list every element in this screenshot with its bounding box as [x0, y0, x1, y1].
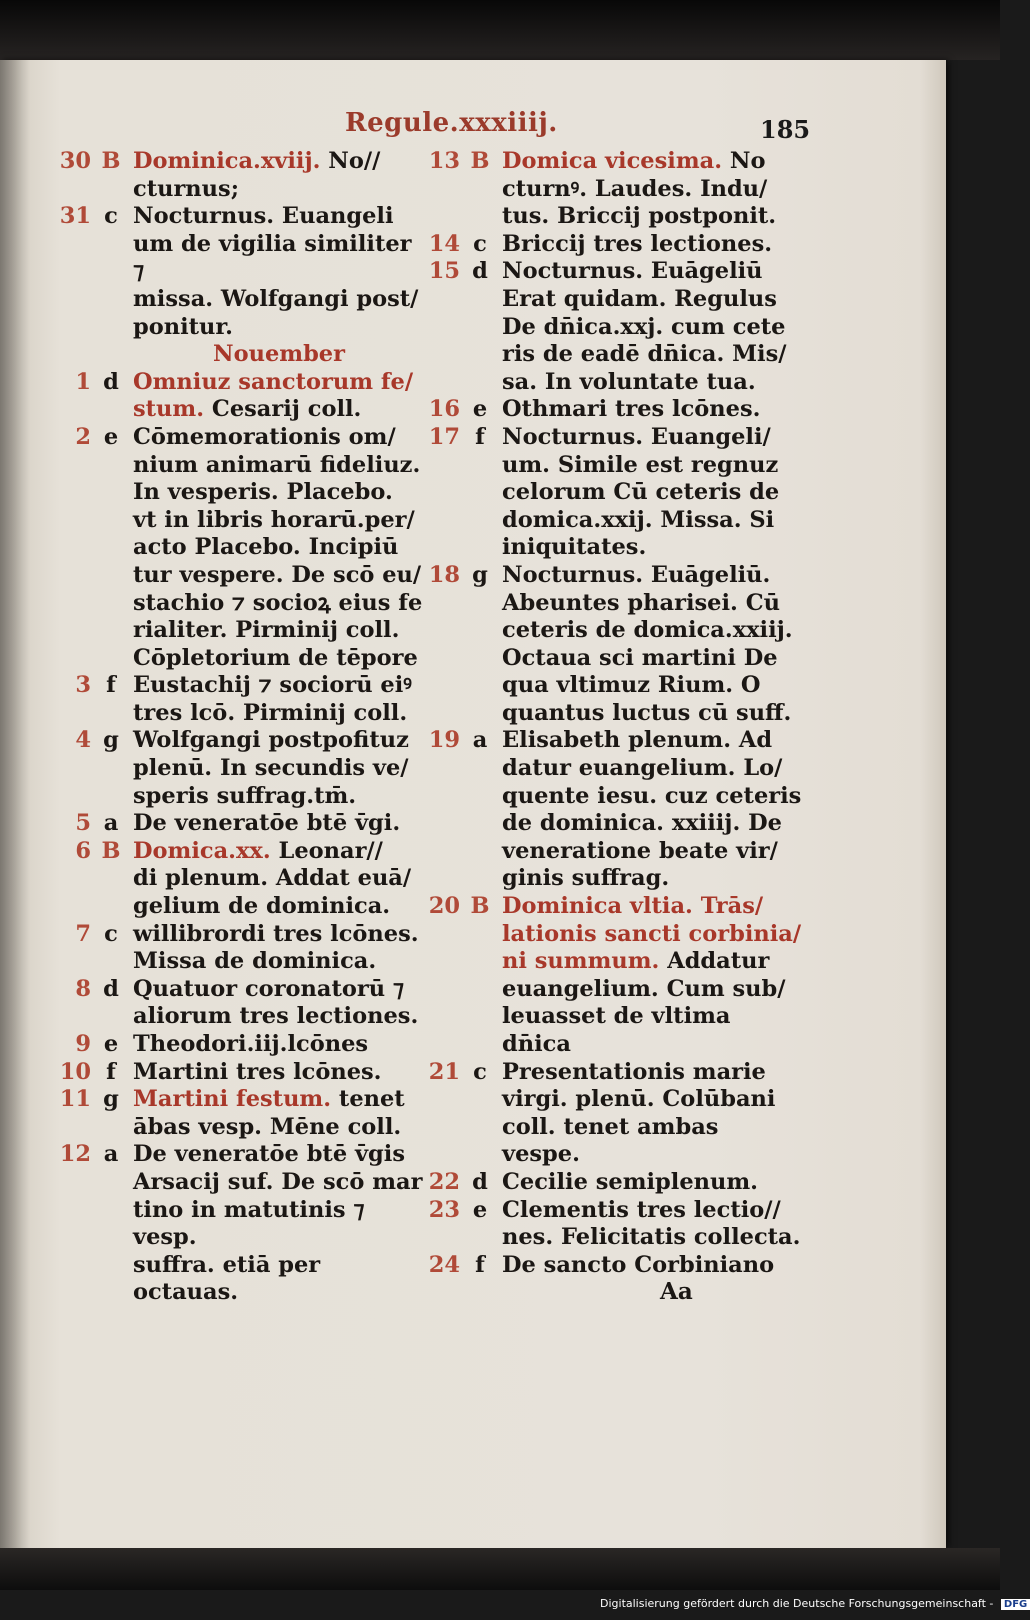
dominical-letter: a: [103, 810, 119, 837]
entry-line: [502, 231, 804, 259]
body-text: coll. tenet ambas vespe.: [502, 1113, 719, 1168]
entry-line: [133, 1059, 425, 1087]
day-number: 5: [75, 810, 91, 837]
entry-line: [502, 893, 804, 921]
day-number: 8: [75, 975, 91, 1002]
entry-line: [133, 1169, 425, 1197]
dfg-logo: DFG: [1001, 1599, 1030, 1610]
body-text: Cōpletorium de tēpore: [133, 644, 418, 671]
body-text: ginis suffrag.: [502, 865, 670, 892]
entry-line: [502, 948, 804, 976]
entry-line: [502, 1059, 804, 1087]
entry-line: [133, 1141, 425, 1169]
body-text: speris suffrag.tm̄.: [133, 782, 357, 809]
folio-number: 185: [760, 115, 811, 144]
dominical-letter: B: [101, 148, 121, 174]
calendar-entry: [424, 1059, 804, 1169]
entry-line: [133, 672, 425, 700]
day-number: 21: [428, 1058, 460, 1085]
entry-line: [133, 783, 425, 811]
body-text: datur euangelium. Lo/: [502, 755, 783, 782]
dominical-letter: f: [475, 1251, 485, 1278]
entry-line: [502, 1197, 804, 1225]
entry-line: [133, 424, 425, 452]
month-heading: Nouember: [213, 341, 345, 368]
body-text: Martini tres lcōnes.: [133, 1058, 382, 1085]
day-number: 1: [75, 368, 91, 395]
body-text: Abeuntes pharisei. Cū: [502, 589, 780, 616]
entry-line: [502, 148, 804, 176]
body-text: quantus luctus cū suff.: [502, 699, 792, 726]
dominical-letter: B: [470, 893, 490, 920]
calendar-entry: [55, 203, 425, 341]
body-text: Nocturnus. Euāgeliū.: [502, 561, 771, 588]
scan-top-border: [0, 0, 1000, 60]
day-number: 23: [428, 1196, 460, 1223]
entry-line: [502, 176, 804, 204]
rubric-text: Domica vicesima.: [502, 148, 723, 174]
entry-line: [133, 231, 425, 286]
dominical-letter: f: [106, 1058, 116, 1085]
body-text: ponitur.: [133, 313, 234, 340]
body-text: rialiter. Pirminij coll.: [133, 617, 400, 644]
body-text: tus. Briccij postponit.: [502, 203, 777, 230]
calendar-entry: [424, 562, 804, 728]
entry-line: [502, 865, 804, 893]
book-page: [0, 60, 946, 1548]
credit-text: Digitalisierung gefördert durch die Deutsche Forschungsgemeinschaft -: [600, 1597, 994, 1610]
body-text: sa. In voluntate tua.: [502, 368, 756, 395]
entry-line: [133, 976, 425, 1004]
body-text: Cōmemorationis om/: [133, 423, 396, 450]
dominical-letter: g: [103, 727, 119, 754]
rubric-text: Dominica vltia. Trās/: [502, 893, 764, 920]
entry-line: [133, 1031, 425, 1059]
body-text: suffra. etiā per octauas.: [133, 1251, 321, 1306]
dominical-letter: e: [103, 1031, 119, 1057]
right-column: [424, 148, 804, 1279]
day-number: 20: [428, 893, 460, 920]
entry-line: [133, 507, 425, 535]
entry-line: [502, 286, 804, 314]
entry-line: [502, 921, 804, 949]
calendar-entry: [55, 921, 425, 976]
rubric-text: stum.: [133, 396, 205, 423]
entry-line: [133, 948, 425, 976]
dominical-letter: B: [470, 148, 490, 174]
entry-line: [133, 1114, 425, 1142]
body-text: De veneratōe btē v̄gi.: [133, 810, 401, 837]
dominical-letter: e: [103, 423, 119, 450]
entry-line: [502, 562, 804, 590]
body-text: Presentationis marie: [502, 1058, 766, 1085]
left-column: [55, 148, 425, 1307]
entry-line: [133, 1003, 425, 1031]
day-number: 17: [428, 423, 460, 450]
day-number: 30: [59, 148, 91, 174]
body-text: cturnus;: [133, 175, 239, 202]
entry-line: [133, 755, 425, 783]
body-text: Octaua sci martini De: [502, 644, 778, 671]
calendar-entry: [55, 672, 425, 727]
day-number: 11: [59, 1086, 91, 1113]
entry-line: [502, 590, 804, 618]
calendar-entry: [55, 810, 425, 838]
entry-line: [502, 369, 804, 397]
rubric-text: Omniuz sanctorum fe/: [133, 368, 414, 395]
body-text: De veneratōe btē v̄gis: [133, 1141, 405, 1168]
body-text: De sancto Corbiniano: [502, 1251, 775, 1278]
body-text: veneratione beate vir/: [502, 837, 778, 864]
body-text: ris de eadē dn̄ica. Mis/: [502, 341, 787, 368]
body-text: Arsacij suf. De scō mar: [133, 1168, 423, 1195]
calendar-entry: [424, 258, 804, 396]
dominical-letter: c: [104, 920, 118, 947]
day-number: 10: [59, 1058, 91, 1085]
entry-line: [133, 810, 425, 838]
entry-line: [502, 700, 804, 728]
body-text: cturnꝰ. Laudes. Indu/: [502, 175, 768, 202]
body-text: plenū. In secundis ve/: [133, 755, 409, 782]
dominical-letter: e: [472, 396, 488, 423]
body-text: Wolfgangi postpofituz: [133, 727, 409, 754]
entry-line: [502, 314, 804, 342]
body-text: willibrordi tres lcōnes.: [133, 920, 419, 947]
entry-line: [133, 148, 425, 176]
entry-line: [133, 562, 425, 590]
body-text: nium animarū fideliuz.: [133, 451, 421, 478]
day-number: 4: [75, 727, 91, 754]
rubric-text: lationis sancti corbinia/: [502, 920, 802, 947]
body-text: um de vigilia similiter ⁊: [133, 230, 412, 285]
body-text: tur vespere. De scō eu/: [133, 561, 422, 588]
entry-line: [502, 507, 804, 535]
entry-line: [502, 672, 804, 700]
entry-line: [133, 176, 425, 204]
body-text: iniquitates.: [502, 534, 647, 561]
day-number: 13: [428, 148, 460, 174]
entry-line: [502, 645, 804, 673]
entry-line: [502, 1252, 804, 1280]
day-number: 7: [75, 920, 91, 947]
body-text: Nocturnus. Euangeli: [133, 203, 394, 230]
body-text: di plenum. Addat euā/: [133, 865, 412, 892]
calendar-entry: [424, 893, 804, 1059]
body-text: ābas vesp. Mēne coll.: [133, 1113, 402, 1140]
body-text: Erat quidam. Regulus: [502, 285, 777, 312]
calendar-entry: [424, 1197, 804, 1252]
body-text: tres lcō. Pirminij coll.: [133, 699, 408, 726]
dominical-letter: c: [104, 203, 118, 230]
calendar-entry: [424, 1169, 804, 1197]
entry-line: [502, 479, 804, 507]
rubric-text: ni summum.: [502, 948, 660, 975]
dominical-letter: B: [101, 837, 121, 864]
entry-line: [133, 1252, 425, 1307]
calendar-entry: [55, 1141, 425, 1307]
body-text: euangelium. Cum sub/: [502, 975, 786, 1002]
day-number: 9: [75, 1031, 91, 1057]
day-number: 18: [428, 561, 460, 588]
entry-line: [133, 369, 425, 397]
dominical-letter: d: [103, 975, 119, 1002]
body-text: stachio ⁊ socioꝝ eius fe: [133, 589, 423, 616]
day-number: 19: [428, 727, 460, 754]
calendar-entry: [55, 369, 425, 424]
entry-line: [133, 396, 425, 424]
day-number: 12: [59, 1141, 91, 1168]
calendar-entry: [55, 148, 425, 203]
calendar-entry: [55, 424, 425, 672]
body-text: tenet: [338, 1086, 405, 1113]
entry-line: [502, 1003, 804, 1058]
digitization-credit: [600, 1597, 1030, 1610]
entry-line: [133, 479, 425, 507]
dominical-letter: c: [473, 1058, 487, 1085]
entry-line: [502, 1114, 804, 1169]
body-text: vt in libris horarū.per/: [133, 506, 415, 533]
entry-line: [502, 341, 804, 369]
entry-line: [502, 838, 804, 866]
body-text: celorum Cū ceteris de: [502, 479, 780, 506]
entry-line: [502, 1224, 804, 1252]
body-text: Theodori.iij.lcōnes: [133, 1031, 369, 1057]
rubric-text: Martini festum.: [133, 1086, 332, 1113]
calendar-entry: [424, 727, 804, 893]
entry-line: [502, 1086, 804, 1114]
entry-line: [502, 203, 804, 231]
calendar-entry: [424, 424, 804, 562]
dominical-letter: d: [103, 368, 119, 395]
body-text: acto Placebo. Incipiū: [133, 534, 399, 561]
entry-line: [133, 534, 425, 562]
entry-line: [133, 700, 425, 728]
body-text: In vesperis. Placebo.: [133, 479, 393, 506]
entry-line: [502, 783, 804, 811]
calendar-entry: [424, 148, 804, 231]
calendar-entry: [55, 976, 425, 1031]
body-text: ceteris de domica.xxiij.: [502, 617, 793, 644]
body-text: Quatuor coronatorū ⁊: [133, 975, 405, 1002]
entry-line: [133, 1197, 425, 1252]
entry-line: [133, 1086, 425, 1114]
day-number: 22: [428, 1168, 460, 1195]
calendar-entry: [424, 231, 804, 259]
dominical-letter: g: [472, 561, 488, 588]
entry-line: [502, 534, 804, 562]
body-text: gelium de dominica.: [133, 893, 391, 920]
day-number: 3: [75, 672, 91, 699]
calendar-entry: [55, 1086, 425, 1141]
body-text: aliorum tres lectiones.: [133, 1003, 419, 1030]
entry-line: [133, 921, 425, 949]
body-text: Addatur: [667, 948, 770, 975]
calendar-entry: [55, 1031, 425, 1059]
dominical-letter: c: [473, 230, 487, 257]
calendar-entry: [424, 1252, 804, 1280]
day-number: 14: [428, 230, 460, 257]
body-text: leuasset de vltima dn̄ica: [502, 1003, 731, 1057]
dominical-letter: e: [472, 1196, 488, 1223]
body-text: Elisabeth plenum. Ad: [502, 727, 773, 754]
body-text: Cecilie semiplenum.: [502, 1168, 759, 1195]
entry-line: [502, 810, 804, 838]
entry-line: [502, 396, 804, 424]
entry-line: [133, 838, 425, 866]
entry-line: [133, 590, 425, 618]
body-text: um. Simile est regnuz: [502, 451, 779, 478]
body-text: Clementis tres lectio//: [502, 1196, 781, 1223]
entry-line: [133, 893, 425, 921]
calendar-entry: [55, 1059, 425, 1087]
dominical-letter: d: [472, 258, 488, 285]
entry-line: [502, 258, 804, 286]
body-text: Nocturnus. Euāgeliū: [502, 258, 763, 285]
entry-line: [133, 617, 425, 645]
rubric-text: Dominica.xviij.: [133, 148, 321, 174]
dominical-letter: f: [106, 672, 116, 699]
catchword: Aa: [660, 1278, 693, 1305]
entry-line: [133, 865, 425, 893]
dominical-letter: d: [472, 1168, 488, 1195]
body-text: De dn̄ica.xxj. cum cete: [502, 313, 786, 340]
body-text: quente iesu. cuz ceteris: [502, 782, 802, 809]
body-text: Briccij tres lectiones.: [502, 230, 773, 257]
body-text: No: [729, 148, 766, 174]
body-text: Nocturnus. Euangeli/: [502, 423, 771, 450]
entry-line: [502, 452, 804, 480]
entry-line: [133, 727, 425, 755]
day-number: 15: [428, 258, 460, 285]
rubric-text: Domica.xx.: [133, 837, 271, 864]
calendar-entry: [55, 727, 425, 810]
body-text: virgi. plenū. Colūbani: [502, 1086, 776, 1113]
dominical-letter: a: [103, 1141, 119, 1168]
scan-bottom-border: [0, 1548, 1000, 1590]
entry-line: [133, 203, 425, 231]
entry-line: [133, 645, 425, 673]
running-header: Regule.xxxiiij.: [345, 108, 558, 138]
entry-line: [133, 314, 425, 342]
body-text: No//: [328, 148, 381, 174]
body-text: Eustachij ⁊ sociorū eiꝰ: [133, 672, 412, 699]
dominical-letter: g: [103, 1086, 119, 1113]
day-number: 24: [428, 1251, 460, 1278]
day-number: 16: [428, 396, 460, 423]
entry-line: [502, 1169, 804, 1197]
entry-line: [133, 452, 425, 480]
body-text: Othmari tres lcōnes.: [502, 396, 761, 423]
body-text: qua vltimuz Rium. O: [502, 672, 761, 699]
body-text: Cesarij coll.: [211, 396, 362, 423]
body-text: Missa de dominica.: [133, 948, 377, 975]
entry-line: [502, 727, 804, 755]
body-text: domica.xxij. Missa. Si: [502, 506, 775, 533]
dominical-letter: a: [472, 727, 488, 754]
entry-line: [502, 976, 804, 1004]
dominical-letter: f: [475, 423, 485, 450]
body-text: Leonar//: [278, 837, 383, 864]
day-number: 31: [59, 203, 91, 230]
day-number: 6: [75, 837, 91, 864]
calendar-entry: [424, 396, 804, 424]
day-number: 2: [75, 423, 91, 450]
entry-line: [502, 617, 804, 645]
body-text: tino in matutinis ⁊ vesp.: [133, 1196, 365, 1251]
entry-line: [502, 424, 804, 452]
entry-line: [133, 286, 425, 314]
body-text: nes. Felicitatis collecta.: [502, 1224, 801, 1251]
calendar-entry: [55, 838, 425, 921]
entry-line: [502, 755, 804, 783]
body-text: missa. Wolfgangi post/: [133, 285, 419, 312]
body-text: de dominica. xxiiij. De: [502, 810, 782, 837]
